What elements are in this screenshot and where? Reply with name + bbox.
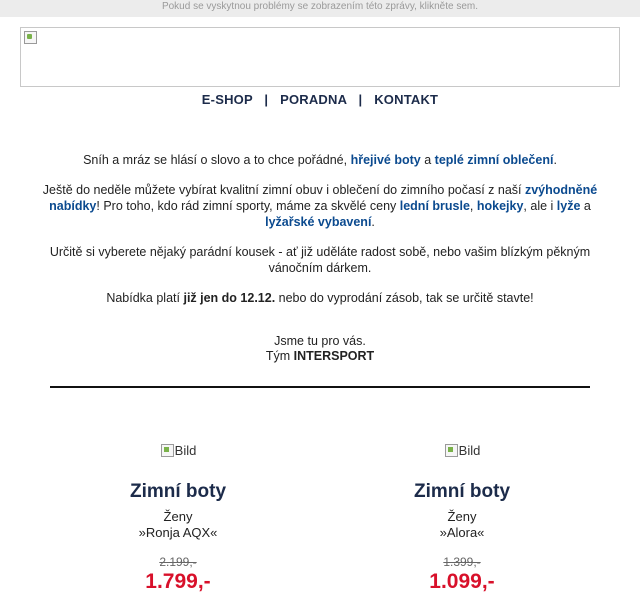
nav-eshop-link[interactable]: E-SHOP <box>201 92 253 107</box>
link-ski-equipment[interactable]: lyžařské vybavení <box>265 215 372 229</box>
text: Nabídka platí <box>106 291 184 305</box>
product-image[interactable] <box>312 442 612 460</box>
product-image[interactable] <box>28 442 328 460</box>
nav-separator: | <box>264 92 269 107</box>
product-old-price: 2.199,- <box>159 555 197 569</box>
product-title[interactable]: Zimní boty <box>129 481 227 502</box>
nav-poradna-link[interactable]: PORADNA <box>280 92 347 107</box>
signature-line-1: Jsme tu pro vás. <box>274 334 366 348</box>
link-skis[interactable]: lyže <box>556 199 581 213</box>
text: ! Pro toho, kdo rád zimní sporty, máme za skvělé ceny <box>96 199 400 213</box>
signature-line-2 <box>0 349 640 364</box>
nav-kontakt-link[interactable]: KONTAKT <box>374 92 439 107</box>
intro-paragraph-2 <box>40 182 600 230</box>
broken-image-icon <box>160 443 174 457</box>
text: Ještě do neděle můžete vybírat kvalitní zimní obuv i oblečení do zimního počasí z naší <box>42 183 525 197</box>
image-alt-text: Bild <box>174 443 197 458</box>
product-new-price: 1.799,- <box>145 570 211 593</box>
divider <box>50 386 590 388</box>
nav-separator: | <box>358 92 363 107</box>
preheader <box>0 0 640 14</box>
link-discount-offer[interactable]: zvýhodněné nabídky <box>49 183 598 213</box>
product-card[interactable] <box>312 442 612 594</box>
text: a <box>580 199 591 213</box>
product-card[interactable] <box>28 442 328 594</box>
broken-image-icon <box>444 443 458 457</box>
preheader-link[interactable]: Pokud se vyskytnou problémy se zobrazením této zprávy, klikněte sem. <box>161 1 479 12</box>
text: . <box>371 215 375 229</box>
intro-paragraph-1 <box>40 152 600 168</box>
signature <box>0 334 640 364</box>
top-nav <box>0 92 640 107</box>
broken-image-icon <box>23 30 37 44</box>
email-body <box>0 17 640 600</box>
product-title[interactable]: Zimní boty <box>413 481 511 502</box>
link-ice-skates[interactable]: lední brusle <box>399 199 470 213</box>
text: , <box>469 199 477 213</box>
link-winter-clothing[interactable]: teplé zimní oblečení <box>434 153 554 167</box>
logo-image-placeholder[interactable] <box>20 27 620 87</box>
link-hockey-sticks[interactable]: hokejky <box>476 199 524 213</box>
text: . <box>553 153 557 167</box>
product-model: »Alora« <box>439 525 485 540</box>
product-model: »Ronja AQX« <box>138 525 218 540</box>
product-new-price: 1.099,- <box>429 570 495 593</box>
text: Tým <box>265 349 294 363</box>
text: nebo do vyprodání zásob, tak se určitě stavte! <box>275 291 534 305</box>
image-alt-text: Bild <box>458 443 481 458</box>
intro-paragraph-3: Určitě si vyberete nějaký parádní kousek - ať již uděláte radost sobě, nebo vašim blízkým pěkným vánočním dárkem. <box>49 245 591 275</box>
text: , ale i <box>523 199 557 213</box>
product-subtitle <box>312 509 612 541</box>
text: Sníh a mráz se hlásí o slovo a to chce pořádné, <box>83 153 351 167</box>
intro-paragraph-4 <box>40 290 600 306</box>
product-gender: Ženy <box>447 509 477 524</box>
product-gender: Ženy <box>163 509 193 524</box>
link-warm-boots[interactable]: hřejivé boty <box>350 153 421 167</box>
product-old-price: 1.399,- <box>443 555 481 569</box>
intro-text <box>40 152 600 320</box>
product-subtitle <box>28 509 328 541</box>
brand-name: INTERSPORT <box>293 349 375 363</box>
offer-deadline: již jen do 12.12. <box>183 291 276 305</box>
text: a <box>420 153 435 167</box>
